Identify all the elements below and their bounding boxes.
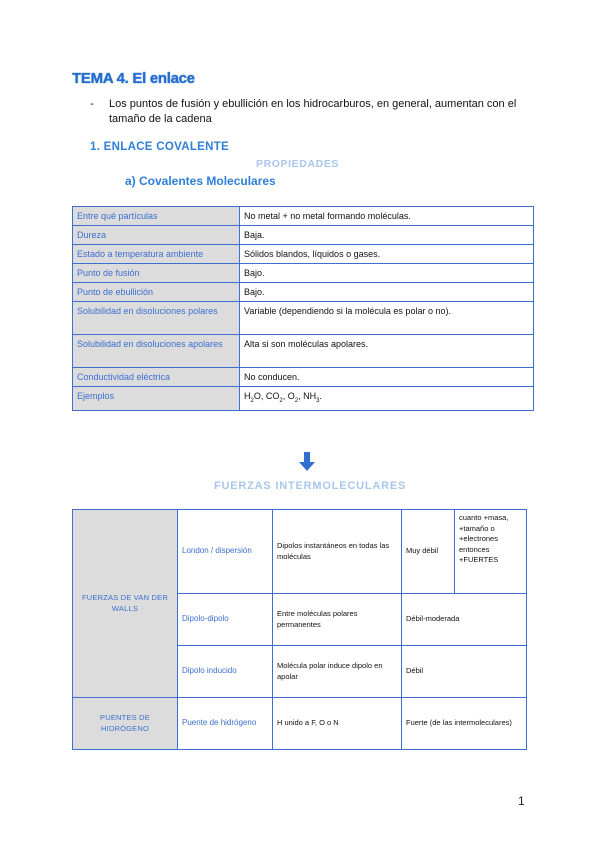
property-value: No conducen. xyxy=(240,368,534,387)
property-value: Baja. xyxy=(240,226,534,245)
table-row xyxy=(73,335,534,368)
property-key: Punto de fusión xyxy=(73,264,240,283)
table-row xyxy=(73,698,527,750)
bullet-text: Los puntos de fusión y ebullición en los hidrocarburos, en general, aumentan con el tamaño de la cadena xyxy=(109,98,517,125)
page-title: TEMA 4. El enlace xyxy=(72,70,195,87)
section-heading: 1. ENLACE COVALENTE xyxy=(90,141,230,153)
property-value: Alta si son moléculas apolares. xyxy=(240,335,534,368)
table-row xyxy=(73,510,527,594)
group-hydrogen-bonds: PUENTES DE HIDRÓGENO xyxy=(73,698,178,750)
table-row xyxy=(73,226,534,245)
force-name: London / dispersión xyxy=(178,510,273,594)
group-van-der-waals: FUERZAS DE VAN DER WALLS xyxy=(73,510,178,698)
intermolecular-forces-heading: FUERZAS INTERMOLECULARES xyxy=(214,480,407,492)
table-row xyxy=(73,302,534,335)
force-description: Dipolos instantáneos en todas las moléculas xyxy=(273,510,402,594)
property-key: Punto de ebullición xyxy=(73,283,240,302)
property-value: Bajo. xyxy=(240,264,534,283)
property-key: Ejemplos xyxy=(73,387,240,411)
down-arrow-icon xyxy=(296,451,318,473)
force-strength: Débil xyxy=(402,646,527,698)
examples-value: $H_2O$, $CO_2$, $O_2$, $NH_3$. xyxy=(240,387,534,411)
force-note: cuanto +masa, +tamaño o +electrones entonces +FUERTES xyxy=(455,510,527,594)
force-description: Molécula polar induce dipolo en apolar xyxy=(273,646,402,698)
force-strength: Fuerte (de las intermoleculares) xyxy=(402,698,527,750)
properties-heading: PROPIEDADES xyxy=(256,158,340,170)
force-strength: Muy débil xyxy=(402,510,455,594)
table-row xyxy=(73,387,534,411)
intro-bullet xyxy=(90,97,530,127)
property-key: Estado a temperatura ambiente xyxy=(73,245,240,264)
force-description: Entre moléculas polares permanentes xyxy=(273,594,402,646)
force-strength: Débil-moderada xyxy=(402,594,527,646)
force-name: Dipolo-dipolo xyxy=(178,594,273,646)
table-row xyxy=(73,283,534,302)
properties-table xyxy=(72,206,534,411)
subsection-heading: a) Covalentes Moleculares xyxy=(125,174,276,188)
force-name: Puente de hidrógeno xyxy=(178,698,273,750)
property-key: Entre qué partículas xyxy=(73,207,240,226)
forces-table xyxy=(72,509,527,750)
property-value: Bajo. xyxy=(240,283,534,302)
force-description: H unido a F, O o N xyxy=(273,698,402,750)
force-name: Dipolo inducido xyxy=(178,646,273,698)
page-number: 1 xyxy=(518,794,525,808)
table-row xyxy=(73,245,534,264)
bullet-dash: - xyxy=(90,98,94,110)
property-value: Sólidos blandos, líquidos o gases. xyxy=(240,245,534,264)
property-key: Solubilidad en disoluciones polares xyxy=(73,302,240,335)
property-key: Conductividad eléctrica xyxy=(73,368,240,387)
table-row xyxy=(73,368,534,387)
property-key: Solubilidad en disoluciones apolares xyxy=(73,335,240,368)
property-value: No metal + no metal formando moléculas. xyxy=(240,207,534,226)
table-row xyxy=(73,264,534,283)
table-row xyxy=(73,207,534,226)
property-key: Dureza xyxy=(73,226,240,245)
property-value: Variable (dependiendo si la molécula es polar o no). xyxy=(240,302,534,335)
